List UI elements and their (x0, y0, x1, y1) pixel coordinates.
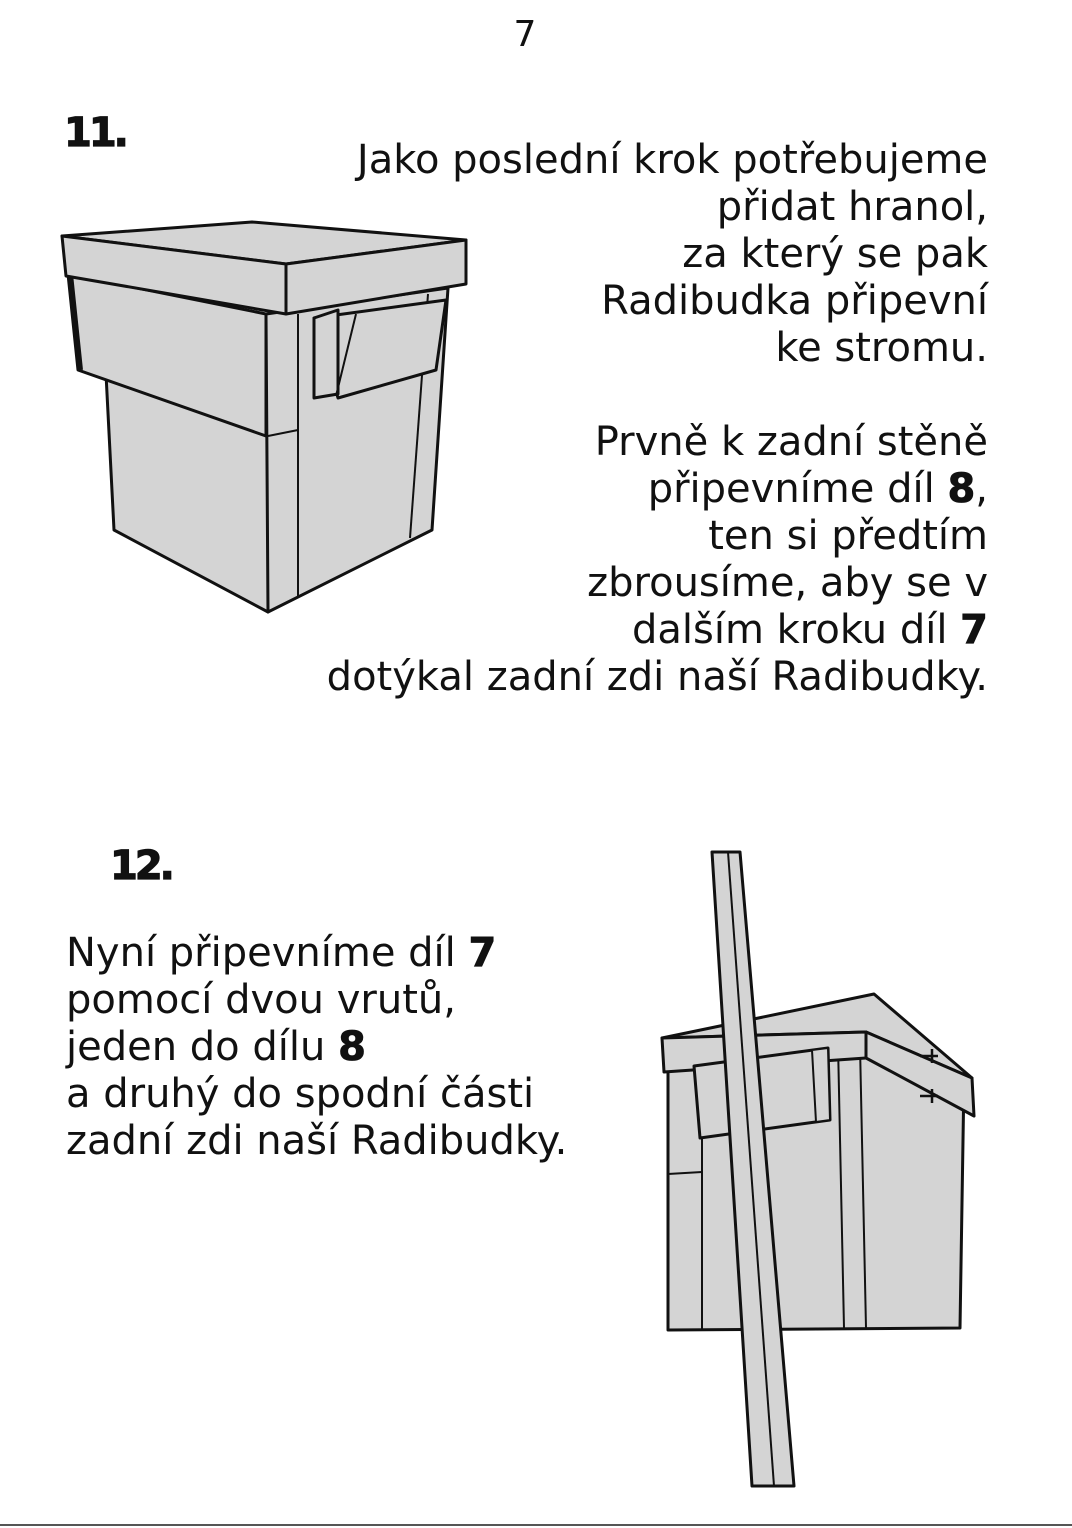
birdhouse-mounted-on-beam-illustration (652, 846, 982, 1491)
instruction-line: Radibudka připevní (601, 278, 988, 324)
instruction-line: za který se pak (682, 231, 988, 277)
instruction-line: dalším kroku díl 7 (631, 607, 988, 653)
part-number: 7 (468, 930, 497, 976)
footer-divider (0, 1524, 1072, 1526)
step-12-number: 12. (110, 843, 172, 889)
step-11-number: 11. (64, 110, 126, 156)
part-number: 8 (338, 1024, 366, 1070)
wooden-block-side (314, 310, 338, 398)
instruction-line: přidat hranol, (716, 184, 988, 230)
instruction-line: Jako poslední krok potřebujeme (356, 137, 988, 183)
instruction-line: dotýkal zadní zdi naší Radibudky. (326, 654, 988, 700)
wooden-block-side (812, 1048, 830, 1122)
instruction-line: pomocí dvou vrutů, (66, 977, 456, 1023)
instruction-line: ke stromu. (775, 325, 988, 371)
birdhouse-with-block-illustration (56, 214, 476, 624)
instruction-line: zbrousíme, aby se v (587, 560, 988, 606)
page-number: 7 (513, 14, 537, 55)
instruction-line: ten si předtím (708, 513, 988, 559)
instruction-line: Prvně k zadní stěně (594, 419, 988, 465)
instruction-line: připevníme díl 8, (647, 466, 988, 512)
part-number: 7 (960, 607, 988, 653)
instruction-line: a druhý do spodní části (66, 1071, 535, 1117)
instruction-line: jeden do dílu 8 (66, 1024, 366, 1070)
part-number: 8 (947, 466, 976, 512)
step-12-instructions (66, 930, 567, 1165)
instruction-line: zadní zdi naší Radibudky. (66, 1118, 568, 1164)
instruction-line: Nyní připevníme díl 7 (66, 930, 497, 976)
